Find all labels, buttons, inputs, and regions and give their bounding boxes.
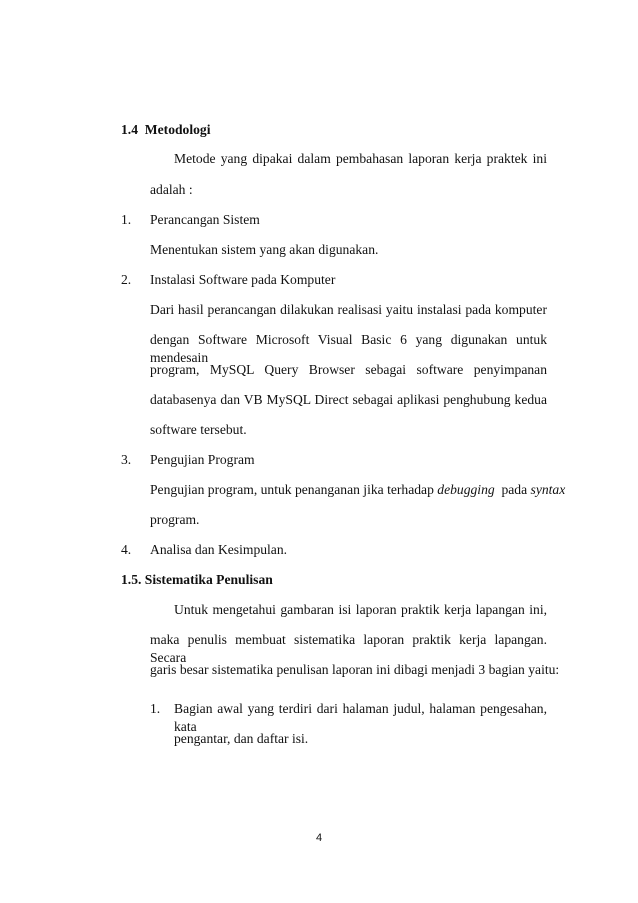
list-number: 4. bbox=[121, 542, 132, 557]
section-title: Sistematika Penulisan bbox=[144, 572, 273, 587]
text-run: pada bbox=[494, 482, 531, 497]
list-item-text: software tersebut. bbox=[150, 422, 247, 437]
paragraph-line: maka penulis membuat sistematika laporan praktik kerja lapangan. Secara bbox=[150, 632, 547, 665]
section-title: Metodologi bbox=[144, 122, 211, 137]
intro-line: adalah : bbox=[150, 182, 193, 197]
list-number: 1. bbox=[121, 212, 132, 227]
list-number: 3. bbox=[121, 452, 132, 467]
text-run: Pengujian program, untuk penanganan jika terhadap bbox=[150, 482, 438, 497]
list-item-text: Bagian awal yang terdiri dari halaman judul, halaman pengesahan, kata bbox=[174, 701, 547, 734]
section-heading-1-5 bbox=[121, 571, 273, 589]
section-number: 1.4 bbox=[121, 122, 138, 137]
list-item-text: Menentukan sistem yang akan digunakan. bbox=[150, 242, 379, 257]
list-item-title: Analisa dan Kesimpulan. bbox=[150, 542, 288, 557]
list-item-text: program, MySQL Query Browser sebagai software penyimpanan bbox=[150, 362, 547, 377]
list-item-text bbox=[150, 481, 565, 499]
list-item-title: Pengujian Program bbox=[150, 452, 255, 467]
list-item-text: databasenya dan VB MySQL Direct sebagai aplikasi penghubung kedua bbox=[150, 392, 547, 407]
section-number: 1.5. bbox=[121, 572, 142, 587]
page-number: 4 bbox=[315, 832, 323, 844]
list-item-text: pengantar, dan daftar isi. bbox=[174, 731, 309, 746]
list-item-text: dengan Software Microsoft Visual Basic 6 yang digunakan untuk mendesain bbox=[150, 332, 547, 365]
section-heading-1-4 bbox=[121, 121, 211, 139]
paragraph-line: Untuk mengetahui gambaran isi laporan praktik kerja lapangan ini, bbox=[174, 602, 547, 617]
list-item-text: program. bbox=[150, 512, 200, 527]
emphasis-debugging: debugging bbox=[437, 482, 495, 497]
intro-line: Metode yang dipakai dalam pembahasan laporan kerja praktek ini bbox=[174, 151, 547, 166]
list-item-title: Perancangan Sistem bbox=[150, 212, 260, 227]
list-item-text: Dari hasil perancangan dilakukan realisasi yaitu instalasi pada komputer bbox=[150, 302, 547, 317]
list-item-title: Instalasi Software pada Komputer bbox=[150, 272, 336, 287]
paragraph-line: garis besar sistematika penulisan laporan ini dibagi menjadi 3 bagian yaitu: bbox=[150, 662, 560, 677]
emphasis-syntax: syntax bbox=[530, 482, 566, 497]
list-number: 2. bbox=[121, 272, 132, 287]
list-number: 1. bbox=[150, 701, 161, 716]
